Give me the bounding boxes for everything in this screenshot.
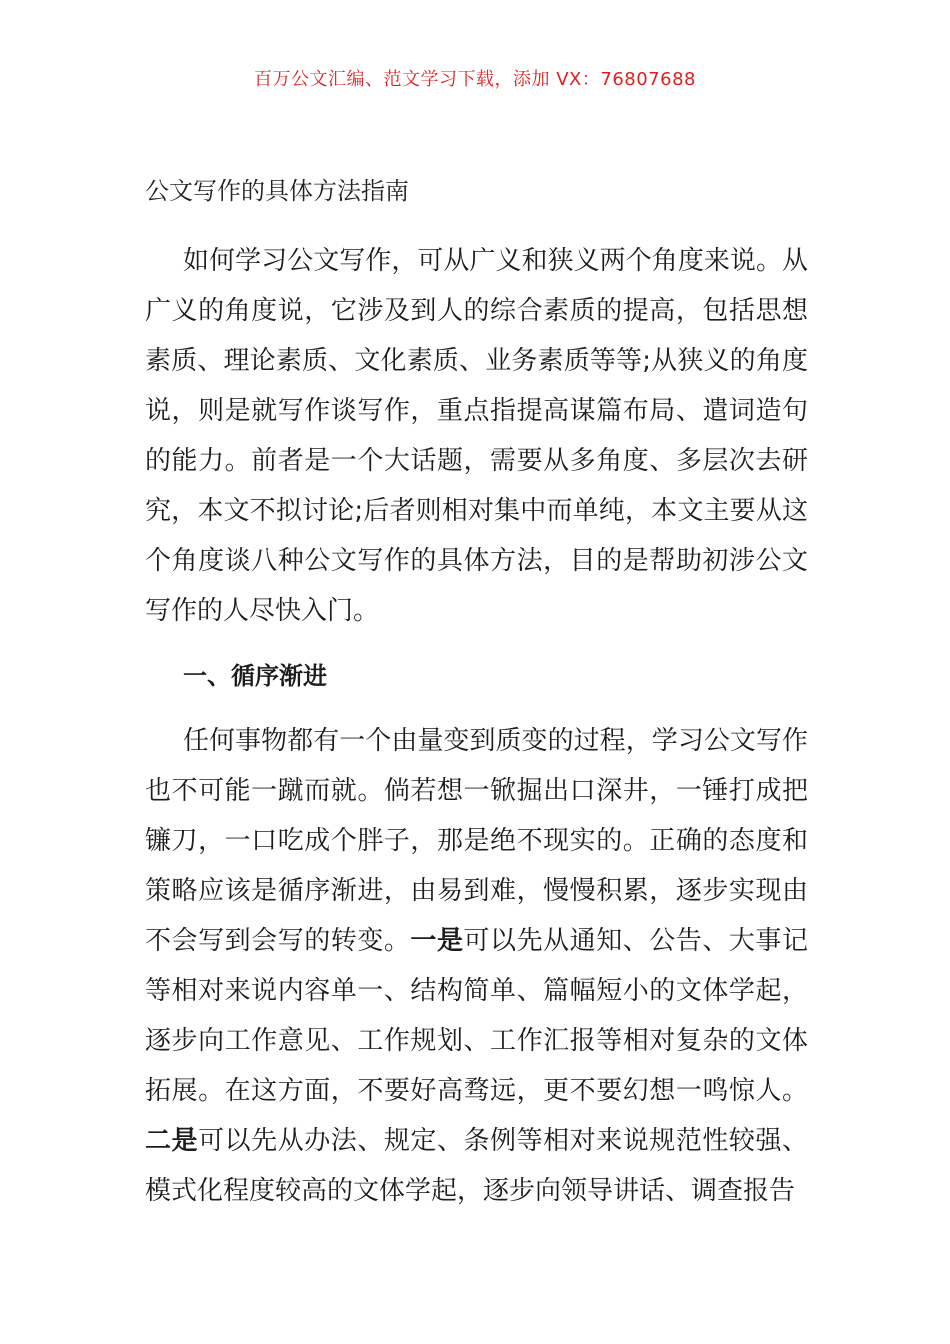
document-body [145, 168, 808, 1216]
document-title: 公文写作的具体方法指南 [145, 177, 409, 205]
section-1-paragraph [145, 716, 808, 1216]
header-banner: 百万公文汇编、范文学习下载，添加 VX：76807688 [254, 69, 696, 90]
intro-paragraph: 如何学习公文写作，可从广义和狭义两个角度来说。从广义的角度说，它涉及到人的综合素质的提高，包括思想素质、理论素质、文化素质、业务素质等等;从狭义的角度说，则是就写作谈写作，重点指提高谋篇布局、遣词造句的能力。前者是一个大话题，需要从多角度、多层次去研究，本文不拟讨论;后者则相对集中而单纯，本文主要从这个角度谈八种公文写作的具体方法，目的是帮助初涉公文写作的人尽快入门。 [145, 246, 808, 626]
point-2-text: 可以先从办法、规定、条例等相对来说规范性较强、模式化程度较高的文体学起，逐步向领导讲话、调查报告 [145, 1126, 808, 1206]
point-2-label: 二是 [145, 1126, 199, 1156]
point-1-label: 一是 [410, 926, 464, 956]
section-1-text: 任何事物都有一个由量变到质变的过程，学习公文写作也不可能一蹴而就。倘若想一锨掘出口深井，一锤打成把镰刀，一口吃成个胖子，那是绝不现实的。正确的态度和策略应该是循序渐进，由易到难，慢慢积累，逐步实现由不会写到会写的转变。 [145, 726, 808, 956]
section-heading: 一、循序渐进 [183, 662, 327, 690]
point-1-text: 可以先从通知、公告、大事记等相对来说内容单一、结构简单、篇幅短小的文体学起，逐步向工作意见、工作规划、工作汇报等相对复杂的文体拓展。在这方面，不要好高骛远，更不要幻想一鸣惊人。 [145, 926, 808, 1106]
